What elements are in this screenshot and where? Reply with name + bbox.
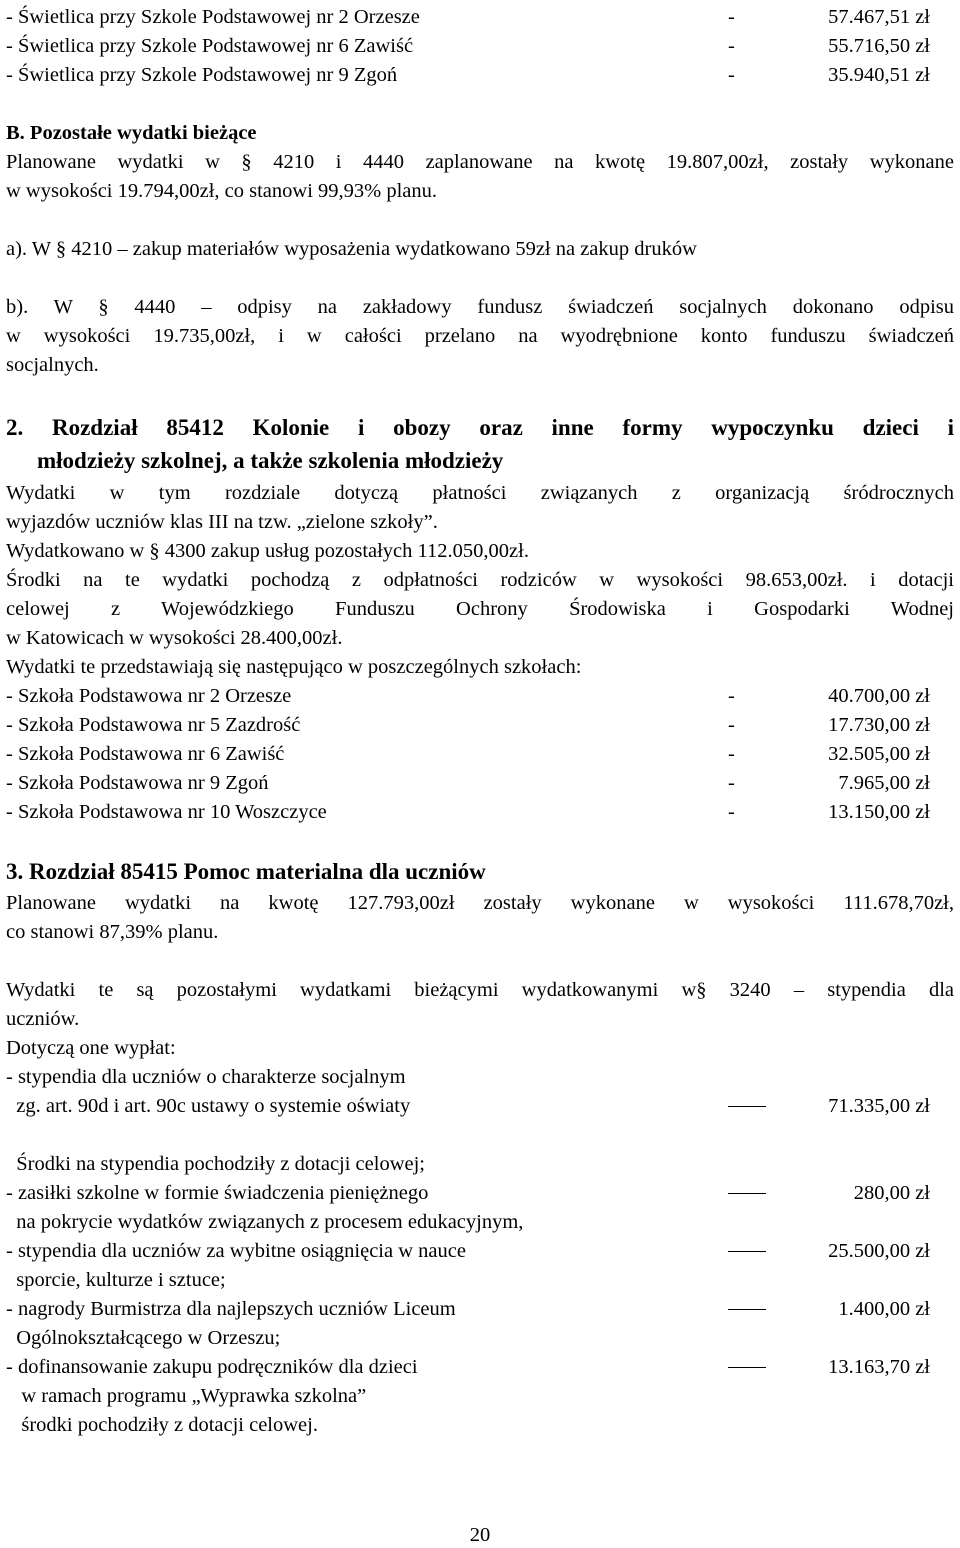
list-item: - Szkoła Podstawowa nr 10 Woszczyce - 13.150,00 zł [6, 801, 930, 823]
paragraph-line: na pokrycie wydatków związanych z procesem edukacyjnym, [6, 1211, 524, 1233]
paragraph-line: uczniów. [6, 1008, 80, 1030]
list-item: zg. art. 90d i art. 90c ustawy o systemie oświaty 71.335,00 zł [6, 1095, 930, 1117]
paragraph-line: sporcie, kulturze i sztuce; [6, 1269, 226, 1291]
section-heading: 3. Rozdział 85415 Pomoc materialna dla uczniów [6, 859, 486, 884]
paragraph-line: Planowane wydatki w § 4210 i 4440 zaplanowane na kwotę 19.807,00zł, zostały wykonane [6, 151, 954, 173]
list-item: - stypendia dla uczniów za wybitne osiągnięcia w nauce 25.500,00 zł [6, 1240, 930, 1262]
paragraph-line: Wydatki te są pozostałymi wydatkami bieżącymi wydatkowanymi w§ 3240 – stypendia dla [6, 979, 954, 1001]
paragraph-line: w wysokości 19.794,00zł, co stanowi 99,93% planu. [6, 180, 438, 202]
amount-dash [728, 1251, 766, 1252]
paragraph-line: Środki na te wydatki pochodzą z odpłatności rodziców w wysokości 98.653,00zł. i dotacji [6, 569, 954, 591]
paragraph-line: - stypendia dla uczniów o charakterze socjalnym [6, 1066, 406, 1088]
amount-dash [728, 1193, 766, 1194]
section-heading: 2. Rozdział 85412 Kolonie i obozy oraz inne formy wypoczynku dzieci i [6, 415, 954, 440]
list-item: - Świetlica przy Szkole Podstawowej nr 2 Orzesze - 57.467,51 zł [6, 6, 930, 28]
paragraph-line: Wydatkowano w § 4300 zakup usług pozostałych 112.050,00zł. [6, 540, 529, 562]
paragraph-line: co stanowi 87,39% planu. [6, 921, 219, 943]
list-item: - Szkoła Podstawowa nr 2 Orzesze - 40.700,00 zł [6, 685, 930, 707]
paragraph-line: Dotyczą one wypłat: [6, 1037, 176, 1059]
list-item: - nagrody Burmistrza dla najlepszych uczniów Liceum 1.400,00 zł [6, 1298, 930, 1320]
paragraph-line: Ogólnokształcącego w Orzeszu; [6, 1327, 281, 1349]
page-number: 20 [469, 1524, 491, 1546]
paragraph-line: Wydatki w tym rozdziale dotyczą płatności związanych z organizacją śródrocznych [6, 482, 954, 504]
section-heading: młodzieży szkolnej, a także szkolenia młodzieży [37, 448, 504, 473]
paragraph-line: w Katowicach w wysokości 28.400,00zł. [6, 627, 343, 649]
amount-dash [728, 1106, 766, 1107]
paragraph-line: Wydatki te przedstawiają się następująco w poszczególnych szkołach: [6, 656, 582, 678]
list-item: - Świetlica przy Szkole Podstawowej nr 6 Zawiść - 55.716,50 zł [6, 35, 930, 57]
amount-dash [728, 1309, 766, 1310]
paragraph-line: celowej z Wojewódzkiego Funduszu Ochrony Środowiska i Gospodarki Wodnej [6, 598, 954, 620]
list-item: - zasiłki szkolne w formie świadczenia pieniężnego 280,00 zł [6, 1182, 930, 1204]
list-item: - Świetlica przy Szkole Podstawowej nr 9 Zgoń - 35.940,51 zł [6, 64, 930, 86]
paragraph-line: socjalnych. [6, 354, 99, 376]
paragraph-line: Planowane wydatki na kwotę 127.793,00zł zostały wykonane w wysokości 111.678,70zł, [6, 892, 954, 914]
paragraph-line: środki pochodziły z dotacji celowej. [6, 1414, 318, 1436]
paragraph-line: wyjazdów uczniów klas III na tzw. „zielone szkoły”. [6, 511, 438, 533]
paragraph-line: a). W § 4210 – zakup materiałów wyposażenia wydatkowano 59zł na zakup druków [6, 238, 697, 260]
paragraph-line: b). W § 4440 – odpisy na zakładowy fundusz świadczeń socjalnych dokonano odpisu [6, 296, 954, 318]
section-heading: B. Pozostałe wydatki bieżące [6, 122, 257, 144]
amount-dash [728, 1367, 766, 1368]
list-item: - Szkoła Podstawowa nr 5 Zazdrość - 17.730,00 zł [6, 714, 930, 736]
paragraph-line: w wysokości 19.735,00zł, i w całości przelano na wyodrębnione konto funduszu świadczeń [6, 325, 954, 347]
list-item: - Szkoła Podstawowa nr 9 Zgoń - 7.965,00 zł [6, 772, 930, 794]
list-item: - dofinansowanie zakupu podręczników dla dzieci 13.163,70 zł [6, 1356, 930, 1378]
list-item: - Szkoła Podstawowa nr 6 Zawiść - 32.505,00 zł [6, 743, 930, 765]
paragraph-line: Środki na stypendia pochodziły z dotacji celowej; [6, 1153, 425, 1175]
paragraph-line: w ramach programu „Wyprawka szkolna” [6, 1385, 367, 1407]
